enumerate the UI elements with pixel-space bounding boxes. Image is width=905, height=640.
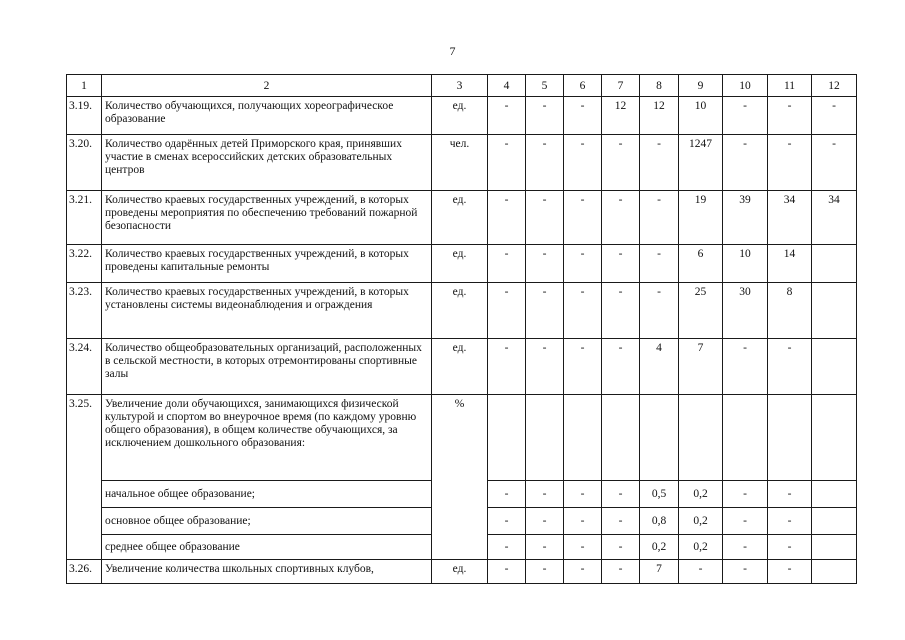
value-cell: - bbox=[812, 97, 857, 135]
value-cell: - bbox=[488, 339, 526, 395]
table-row bbox=[67, 135, 857, 191]
value-cell bbox=[812, 395, 857, 481]
value-cell: 6 bbox=[679, 245, 723, 283]
value-cell: - bbox=[602, 560, 640, 584]
value-cell: - bbox=[564, 508, 602, 535]
value-cell: - bbox=[488, 481, 526, 508]
value-cell bbox=[812, 508, 857, 535]
row-number: 3.19. bbox=[67, 97, 102, 135]
value-cell: - bbox=[723, 535, 768, 560]
value-cell bbox=[812, 560, 857, 584]
value-cell: 0,2 bbox=[640, 535, 679, 560]
sub-row-label: начальное общее образование; bbox=[102, 481, 432, 508]
value-cell: - bbox=[768, 97, 812, 135]
value-cell: 10 bbox=[723, 245, 768, 283]
header-cell: 12 bbox=[812, 75, 857, 97]
table-row bbox=[67, 191, 857, 245]
indicator-name: Количество одарённых детей Приморского края, принявших участие в сменах всероссийских детских образовательных центров bbox=[102, 135, 432, 191]
value-cell: - bbox=[526, 245, 564, 283]
row-number: 3.23. bbox=[67, 283, 102, 339]
header-row bbox=[67, 75, 857, 97]
row-number: 3.20. bbox=[67, 135, 102, 191]
header-cell: 7 bbox=[602, 75, 640, 97]
value-cell bbox=[679, 395, 723, 481]
value-cell: - bbox=[564, 481, 602, 508]
value-cell bbox=[526, 395, 564, 481]
value-cell: - bbox=[526, 535, 564, 560]
indicator-name: Количество обучающихся, получающих хореографическое образование bbox=[102, 97, 432, 135]
value-cell: - bbox=[488, 535, 526, 560]
value-cell: - bbox=[488, 560, 526, 584]
header-cell: 6 bbox=[564, 75, 602, 97]
value-cell: - bbox=[488, 135, 526, 191]
value-cell: 8 bbox=[768, 283, 812, 339]
indicators-table bbox=[66, 74, 857, 584]
value-cell: - bbox=[526, 508, 564, 535]
header-cell: 9 bbox=[679, 75, 723, 97]
value-cell: - bbox=[640, 135, 679, 191]
value-cell: - bbox=[526, 481, 564, 508]
value-cell bbox=[564, 395, 602, 481]
unit-cell: ед. bbox=[432, 245, 488, 283]
value-cell: - bbox=[602, 508, 640, 535]
sub-row-label: основное общее образование; bbox=[102, 508, 432, 535]
value-cell: 7 bbox=[640, 560, 679, 584]
value-cell: 12 bbox=[640, 97, 679, 135]
value-cell: - bbox=[723, 508, 768, 535]
row-number: 3.24. bbox=[67, 339, 102, 395]
value-cell: 30 bbox=[723, 283, 768, 339]
value-cell: - bbox=[602, 191, 640, 245]
value-cell bbox=[812, 283, 857, 339]
value-cell: - bbox=[768, 339, 812, 395]
row-number: 3.21. bbox=[67, 191, 102, 245]
indicator-name: Количество общеобразовательных организаций, расположенных в сельской местности, в которых отремонтированы спортивные залы bbox=[102, 339, 432, 395]
value-cell: - bbox=[564, 191, 602, 245]
value-cell: - bbox=[602, 245, 640, 283]
row-number: 3.22. bbox=[67, 245, 102, 283]
value-cell: 14 bbox=[768, 245, 812, 283]
value-cell: - bbox=[564, 339, 602, 395]
value-cell: - bbox=[679, 560, 723, 584]
value-cell: - bbox=[488, 283, 526, 339]
value-cell: - bbox=[526, 339, 564, 395]
value-cell: - bbox=[564, 283, 602, 339]
value-cell bbox=[723, 395, 768, 481]
table-row bbox=[67, 283, 857, 339]
value-cell: - bbox=[640, 191, 679, 245]
table-row bbox=[67, 560, 857, 584]
value-cell: - bbox=[723, 135, 768, 191]
value-cell bbox=[768, 395, 812, 481]
indicator-name: Количество краевых государственных учреждений, в которых установлены системы видеонаблюдения и ограждения bbox=[102, 283, 432, 339]
value-cell: 19 bbox=[679, 191, 723, 245]
value-cell: - bbox=[723, 560, 768, 584]
value-cell: - bbox=[768, 560, 812, 584]
value-cell: 34 bbox=[812, 191, 857, 245]
header-cell: 4 bbox=[488, 75, 526, 97]
unit-cell: ед. bbox=[432, 560, 488, 584]
value-cell: 39 bbox=[723, 191, 768, 245]
value-cell: 0,2 bbox=[679, 508, 723, 535]
value-cell bbox=[812, 245, 857, 283]
value-cell: - bbox=[488, 191, 526, 245]
header-cell: 1 bbox=[67, 75, 102, 97]
value-cell: - bbox=[812, 135, 857, 191]
value-cell: - bbox=[564, 560, 602, 584]
value-cell: - bbox=[768, 481, 812, 508]
value-cell: - bbox=[723, 339, 768, 395]
value-cell: 0,8 bbox=[640, 508, 679, 535]
table-row bbox=[67, 245, 857, 283]
sub-row-label: среднее общее образование bbox=[102, 535, 432, 560]
value-cell bbox=[812, 339, 857, 395]
value-cell: - bbox=[640, 245, 679, 283]
value-cell bbox=[812, 535, 857, 560]
header-cell: 5 bbox=[526, 75, 564, 97]
indicator-name: Увеличение количества школьных спортивных клубов, bbox=[102, 560, 432, 584]
unit-cell: ед. bbox=[432, 339, 488, 395]
value-cell: - bbox=[602, 283, 640, 339]
header-cell: 11 bbox=[768, 75, 812, 97]
unit-cell: % bbox=[432, 395, 488, 560]
unit-cell: ед. bbox=[432, 191, 488, 245]
unit-cell: чел. bbox=[432, 135, 488, 191]
value-cell bbox=[602, 395, 640, 481]
value-cell: 4 bbox=[640, 339, 679, 395]
table-row bbox=[67, 97, 857, 135]
value-cell: - bbox=[768, 535, 812, 560]
value-cell: - bbox=[488, 97, 526, 135]
value-cell: 1247 bbox=[679, 135, 723, 191]
table-row bbox=[67, 339, 857, 395]
header-cell: 2 bbox=[102, 75, 432, 97]
value-cell: - bbox=[564, 245, 602, 283]
value-cell: - bbox=[602, 339, 640, 395]
page-number: 7 bbox=[449, 44, 456, 58]
value-cell: - bbox=[488, 508, 526, 535]
value-cell: 0,2 bbox=[679, 481, 723, 508]
value-cell: 0,5 bbox=[640, 481, 679, 508]
row-number: 3.26. bbox=[67, 560, 102, 584]
value-cell: - bbox=[526, 283, 564, 339]
unit-cell: ед. bbox=[432, 283, 488, 339]
value-cell: - bbox=[723, 481, 768, 508]
value-cell: - bbox=[526, 191, 564, 245]
indicator-name: Количество краевых государственных учреждений, в которых проведены капитальные ремонты bbox=[102, 245, 432, 283]
header-cell: 3 bbox=[432, 75, 488, 97]
table-row bbox=[67, 395, 857, 481]
row-number: 3.25. bbox=[67, 395, 102, 560]
value-cell: - bbox=[768, 135, 812, 191]
header-cell: 10 bbox=[723, 75, 768, 97]
value-cell: 34 bbox=[768, 191, 812, 245]
value-cell: - bbox=[526, 97, 564, 135]
value-cell: 25 bbox=[679, 283, 723, 339]
value-cell: - bbox=[602, 535, 640, 560]
value-cell: - bbox=[723, 97, 768, 135]
value-cell bbox=[488, 395, 526, 481]
value-cell: - bbox=[488, 245, 526, 283]
value-cell bbox=[640, 395, 679, 481]
value-cell: - bbox=[564, 135, 602, 191]
value-cell bbox=[812, 481, 857, 508]
indicator-name: Увеличение доли обучающихся, занимающихся физической культурой и спортом во внеурочное время (по каждому уровню общего образования), в общем количестве обучающихся, за исключением дошкольного образования: bbox=[102, 395, 432, 481]
value-cell: - bbox=[602, 135, 640, 191]
unit-cell: ед. bbox=[432, 97, 488, 135]
value-cell: - bbox=[564, 97, 602, 135]
value-cell: - bbox=[602, 481, 640, 508]
indicator-name: Количество краевых государственных учреждений, в которых проведены мероприятия по обеспечению требований пожарной безопасности bbox=[102, 191, 432, 245]
value-cell: 7 bbox=[679, 339, 723, 395]
value-cell: - bbox=[526, 135, 564, 191]
value-cell: 12 bbox=[602, 97, 640, 135]
value-cell: - bbox=[768, 508, 812, 535]
value-cell: 10 bbox=[679, 97, 723, 135]
value-cell: - bbox=[640, 283, 679, 339]
value-cell: - bbox=[564, 535, 602, 560]
value-cell: 0,2 bbox=[679, 535, 723, 560]
header-cell: 8 bbox=[640, 75, 679, 97]
value-cell: - bbox=[526, 560, 564, 584]
